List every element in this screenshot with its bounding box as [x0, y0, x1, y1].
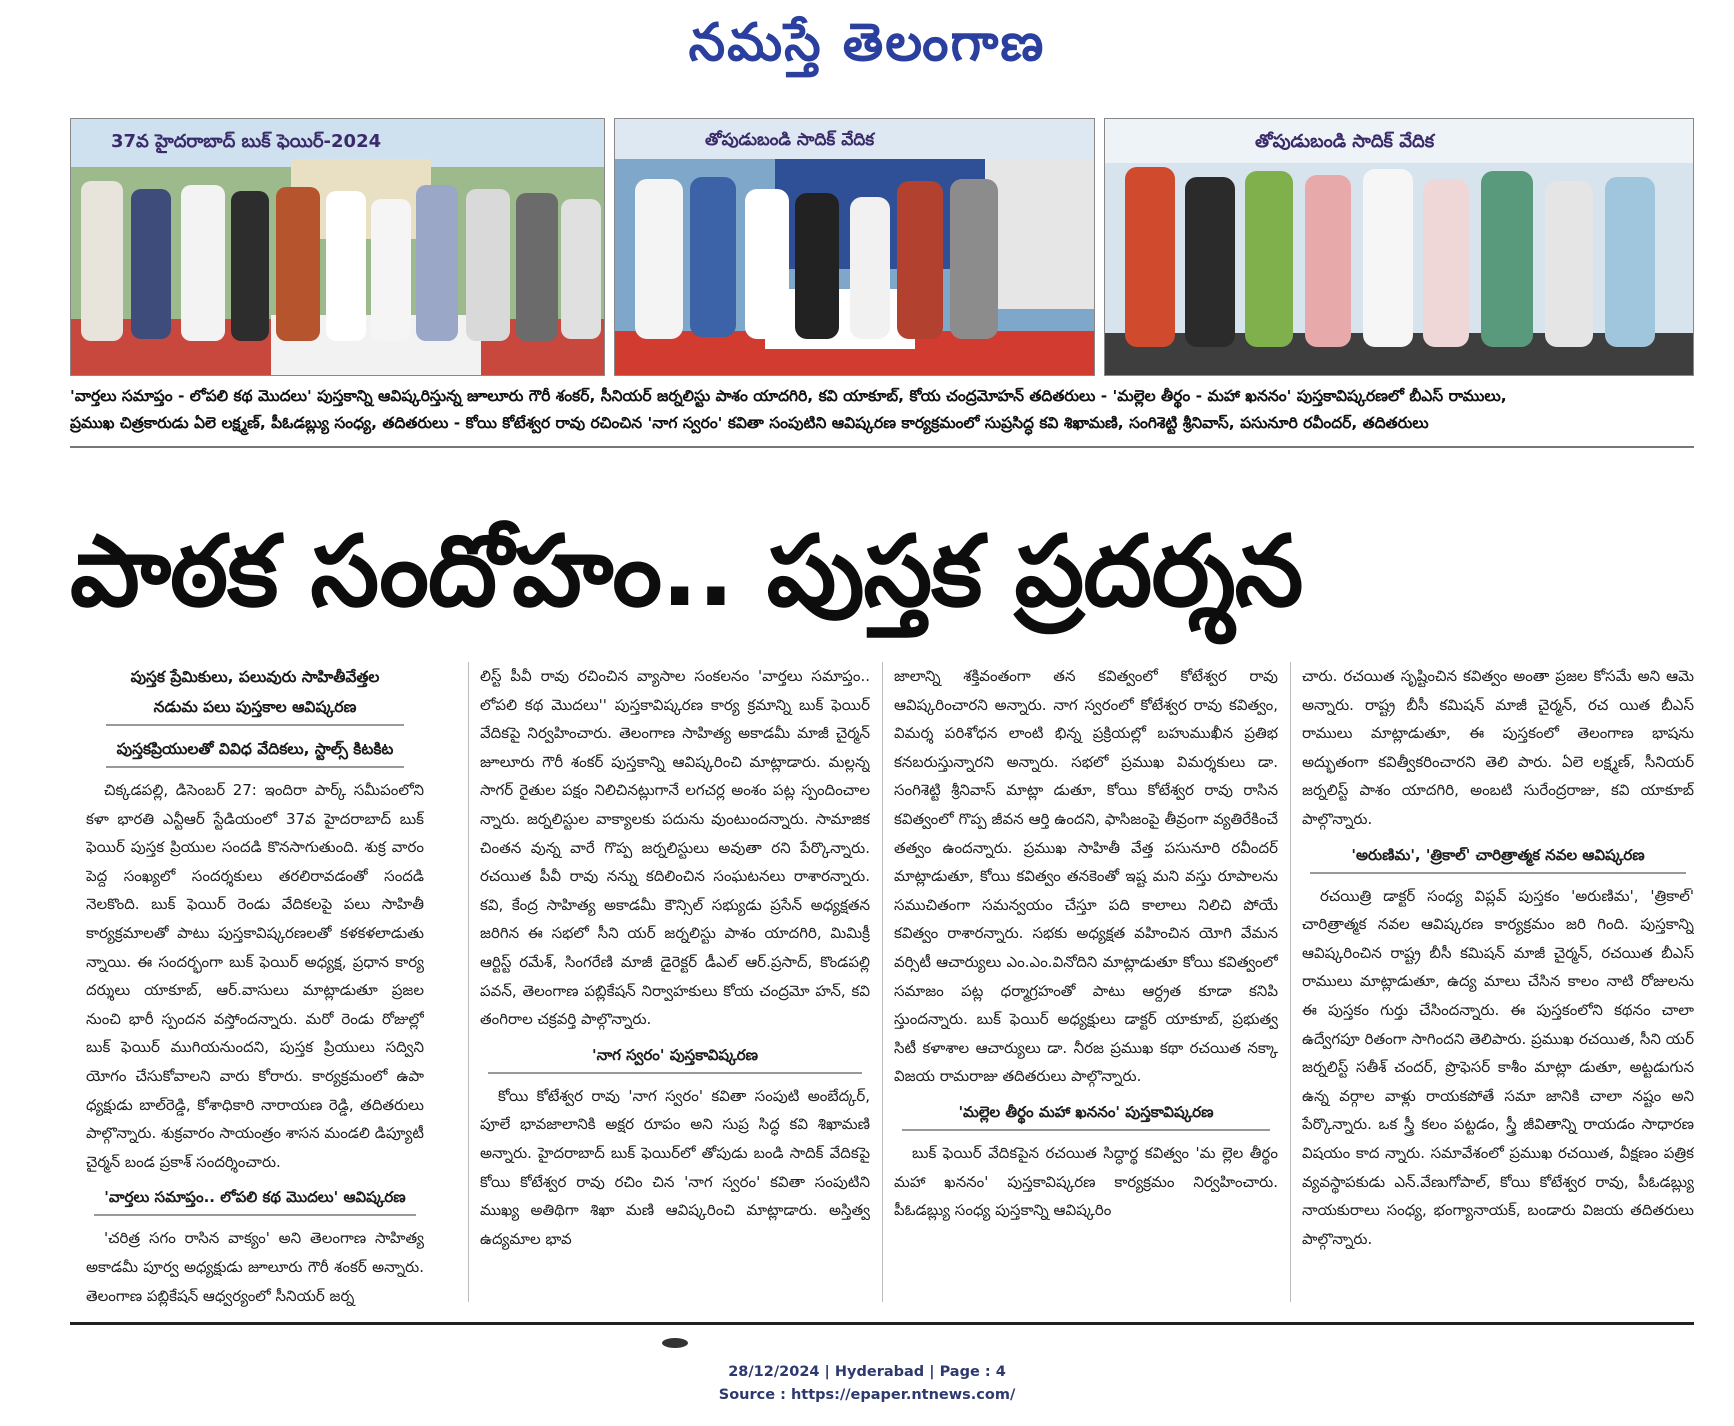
- section-heading: 'మల్లెల తీర్థం మహా ఖననం' పుస్తకావిష్కరణ: [902, 1097, 1270, 1131]
- article-paragraph: లిస్ట్ పీవీ రావు రచించిన వ్యాసాల సంకలనం 'వార్తలు సమాప్తం.. లోపలి కథ మొదలు'' పుస్తకావిష్కరణ కార్య క్రమాన్ని బుక్ ఫెయిర్ వేదికపై నిర్వహించారు. తెలంగాణ సాహిత్య అకాడమీ మాజీ చైర్మన్ జూలూరు గౌరీ శంకర్ పుస్తకాన్ని ఆవిష్కరించి మాట్లాడారు. మల్లన్న సాగర్ రైతుల పక్షం నిలిచినట్లుగానే లగచర్ల అంశం పట్ల స్పందించాల న్నారు. జర్నలిస్టుల వాక్యాలకు పదును వుంటుందన్నారు. సామాజిక చింతన వున్న వారే గొప్ప జర్నలిస్టులు అవుతా రని పేర్కొన్నారు. రచయిత పీవీ రావు నన్ను కదిలించిన సంఘటనలు రాశారన్నారు. కవి, కేంద్ర సాహిత్య అకాడమీ కౌన్సిల్ సభ్యుడు ప్రసేన్ అధ్యక్షతన జరిగిన ఈ సభలో సీని యర్ జర్నలిస్టు పాశం యాదగిరి, మిమిక్రీ ఆర్టిస్ట్ రమేశ్, సింగరేణి మాజీ డైరెక్టర్ డీఎల్ ఆర్.ప్రసాద్, కొండపల్లి పవన్, తెలంగాణ పబ్లికేషన్ నిర్వాహకులు కోయ చంద్రమో హన్, కవి తంగిరాల చక్రవర్తి పాల్గొన్నారు.: [480, 667, 870, 1029]
- column-divider: [468, 662, 469, 1302]
- footer-dateline: 28/12/2024 | Hyderabad | Page : 4: [728, 1364, 1006, 1380]
- section-heading: 'అరుణిమ', 'త్రికాల్' చారిత్రాత్మక నవల ఆవిష్కరణ: [1310, 840, 1686, 874]
- kicker-divider: [106, 766, 404, 768]
- caption-rule: [70, 446, 1694, 448]
- photo-book-launch-2: [614, 118, 1095, 376]
- section-heading: 'నాగ స్వరం' పుస్తకావిష్కరణ: [488, 1040, 862, 1074]
- decorative-dot: [662, 1338, 688, 1348]
- masthead: [0, 8, 1734, 78]
- bottom-rule: [70, 1322, 1694, 1325]
- headline: పాఠక సందోహం.. పుస్తక ప్రదర్శన: [70, 515, 1303, 629]
- photo-banner-1: 37వ హైదరాబాద్ బుక్ ఫెయిర్-2024: [111, 131, 382, 152]
- article-paragraph: రచయిత్రి డాక్టర్ సంధ్య విప్లవ్ పుస్తకం 'అరుణిమ', 'త్రికాల్' చారిత్రాత్మక నవల ఆవిష్కరణ కార్యక్రమం జరి గింది. పుస్తకాన్ని ఆవిష్కరించిన రాష్ట్ర బీసీ కమిషన్ మాజీ చైర్మన్, రచయిత బీఎస్ రాములు మాట్లాడుతూ, ఉద్య మాలు చేసిన కాలం నాటి రోజులను ఈ పుస్తకం గుర్తు చేసిందన్నారు. ఈ పుస్తకంలోని కథనం చాలా ఉద్వేగపూ రితంగా సాగిందని తెలిపారు. ప్రముఖ రచయిత, సీని యర్ జర్నలిస్ట్ సతీశ్ చందర్, ప్రొఫెసర్ కాశీం మాట్లా డుతూ, అట్టడుగున ఉన్న వర్గాల వాళ్లు రాయకపోతే సమా జానికి చాలా నష్టం అని పేర్కొన్నారు. ఒక స్త్రీ కలం పట్టడం, స్త్రీ జీవితాన్ని రాయడం సాధారణ విషయం కాద న్నారు. సమావేశంలో ప్రముఖ రచయిత, వీక్షణం పత్రిక వ్యవస్థాపకుడు ఎన్.వేణుగోపాల్, కోయి కోటేశ్వర రావు, పీఓడబ్ల్యు నాయకురాలు సంధ్య, భంగ్యానాయక్, బండారు విజయ తదితరులు పాల్గొన్నారు.: [1302, 886, 1694, 1248]
- photo-strip: [70, 118, 1694, 376]
- column-4: [1302, 662, 1694, 1255]
- caption-line-2: ప్రముఖ చిత్రకారుడు ఏలె లక్ష్మణ్, పీఓడబ్ల్యు సంధ్య, తదితరులు - కోయి కోటేశ్వర రావు రచించిన 'నాగ స్వరం' కవితా సంపుటిని ఆవిష్కరణ కార్యక్రమంలో సుప్రసిద్ధ కవి శిఖామణి, సంగిశెట్టి శ్రీనివాస్, పసునూరి రవీందర్, తదితరులు: [70, 414, 1429, 432]
- photo-banner-3: తోపుడుబండి సాదిక్ వేదిక: [1255, 131, 1435, 152]
- column-1: [86, 662, 424, 1312]
- column-divider: [1290, 662, 1291, 1302]
- article-paragraph: కోయి కోటేశ్వర రావు 'నాగ స్వరం' కవితా సంపుటి అంబేద్కర్, పూలే భావజాలానికి అక్షర రూపం అని సుప్ర సిద్ధ కవి శిఖామణి అన్నారు. హైదరాబాద్ బుక్ ఫెయిర్‌లో తోపుడు బండి సాదిక్ వేదికపై కోయి కోటేశ్వర రావు రచిం చిన 'నాగ స్వరం' కవితా సంపుటిని ముఖ్య అతిథిగా శిఖా మణి ఆవిష్కరించి మాట్లాడారు. అస్తిత్వ ఉద్యమాల భావ: [480, 1086, 870, 1248]
- column-3: [894, 662, 1278, 1227]
- kicker-2: నడుమ పలు పుస్తకాల ఆవిష్కరణ: [153, 698, 357, 716]
- article-paragraph: జాలాన్ని శక్తివంతంగా తన కవిత్వంలో కోటేశ్వర రావు ఆవిష్కరించారని అన్నారు. నాగ స్వరంలో కోటేశ్వర రావు కవిత్వం, విమర్శ పరిశోధన లాంటి భిన్న ప్రక్రియల్లో బహుముఖీన ప్రతిభ కనబరుస్తున్నారని అన్నారు. సభలో ప్రముఖ విమర్శకులు డా. సంగిశెట్టి శ్రీనివాస్ మాట్లా డుతూ, కోయి కోటేశ్వర రావు రాసిన కవిత్వంలో గొప్ప జీవన ఆర్తి ఉందని, ఫాసిజంపై తీవ్రంగా వ్యతిరేకించే తత్వం ఉందన్నారు. ప్రముఖ సాహితీ వేత్త పసునూరి రవీందర్ మాట్లాడుతూ, కోయి కవిత్వం తనకెంతో ఇష్ట మని వస్తు రూపాలను సముచితంగా సమన్వయం చేస్తూ పది కాలాలు నిలిచి పోయే కవిత్వం రాశారన్నారు. సభకు అధ్యక్షత వహించిన యోగి వేమన వర్సిటీ ఆచార్యులు ఎం.ఎం.వినోదిని మాట్లాడుతూ కోయి కవిత్వంలో సమాజం పట్ల ధర్మాగ్రహంతో పాటు ఆర్ద్రత కూడా కనిపి స్తుందన్నారు. బుక్ ఫెయిర్ అధ్యక్షులు డాక్టర్ యాకూబ్, ప్రభుత్వ సిటీ కళాశాల ఆచార్యులు డా. నీరజ ప్రముఖ కథా రచయిత నక్కా విజయ రామరాజు తదితరులు పాల్గొన్నారు.: [894, 667, 1278, 1086]
- footer-source-link[interactable]: Source : https://epaper.ntnews.com/: [718, 1387, 1016, 1403]
- article-paragraph: 'చరిత్ర సగం రాసిన వాక్యం' అని తెలంగాణ సాహిత్య అకాడమీ పూర్వ అధ్యక్షుడు జూలూరు గౌరీ శంకర్ అన్నారు. తెలంగాణ పబ్లికేషన్ ఆధ్వర్యంలో సీనియర్ జర్న: [86, 1229, 424, 1305]
- kicker-1: పుస్తక ప్రేమికులు, పలువురు సాహితీవేత్తల: [130, 668, 380, 686]
- photo-book-launch-3: [1104, 118, 1694, 376]
- photo-book-launch-1: [70, 118, 605, 376]
- section-heading: 'వార్తలు సమాప్తం.. లోపలి కథ మొదలు' ఆవిష్కరణ: [94, 1182, 416, 1216]
- newspaper-logo: నమస్తే తెలంగాణ: [688, 12, 1046, 73]
- article-paragraph: చిక్కడపల్లి, డిసెంబర్ 27: ఇందిరా పార్క్ సమీపంలోని కళా భారతి ఎన్టీఆర్ స్టేడియంలో 37వ హైదరాబాద్ బుక్ ఫెయిర్ పుస్తక ప్రియుల సందడి కొనసాగుతుంది. శుక్ర వారం పెద్ద సంఖ్యలో సందర్శకులు తరలిరావడంతో సందడి నెలకొంది. బుక్ ఫెయిర్ రెండు వేదికలపై పలు సాహితీ కార్యక్రమాలతో పాటు పుస్తకావిష్కరణలతో కళకళలాడుతు న్నాయి. ఈ సందర్భంగా బుక్ ఫెయిర్ అధ్యక్ష, ప్రధాన కార్య దర్శులు యాకూబ్, ఆర్.వాసులు మాట్లాడుతూ ప్రజల నుంచి భారీ స్పందన వస్తోందన్నారు. మరో రెండు రోజుల్లో బుక్ ఫెయిర్ ముగియనుందని, పుస్తక ప్రియులు సద్విని యోగం చేసుకోవాలని వారు కోరారు. కార్యక్రమంలో ఉపా ధ్యక్షుడు బాల్‌రెడ్డి, కోశాధికారి నారాయణ రెడ్డి, తదితరులు పాల్గొన్నారు. శుక్రవారం సాయంత్రం శాసన మండలి డిప్యూటీ చైర్మన్ బండ ప్రకాశ్ సందర్శించారు.: [86, 781, 424, 1171]
- photo-caption: [70, 383, 1690, 437]
- article-paragraph: చారు. రచయిత సృష్టించిన కవిత్వం అంతా ప్రజల కోసమే అని ఆమె అన్నారు. రాష్ట్ర బీసీ కమిషన్ మాజీ చైర్మన్, రచ యిత బీఎస్ రాములు మాట్లాడుతూ, ఈ పుస్తకంలో తెలంగాణ భాషను అద్భుతంగా కవిత్వీకరించారని తెలి పారు. ఏలె లక్ష్మణ్, సీనియర్ జర్నలిస్ట్ పాశం యాదగిరి, అంబటి సురేంద్రరాజు, కవి యాకూబ్ పాల్గొన్నారు.: [1302, 667, 1694, 828]
- column-divider: [882, 662, 883, 1302]
- kicker-divider: [106, 724, 404, 726]
- article-paragraph: బుక్ ఫెయిర్ వేదికపైన రచయిత సిద్ధార్థ కవిత్వం 'మ ల్లెల తీర్థం మహా ఖననం' పుస్తకావిష్కరణ కార్యక్రమం నిర్వహించారు. పీఓడబ్ల్యు సంధ్య పుస్తకాన్ని ఆవిష్కరిం: [894, 1143, 1278, 1220]
- kicker-3: పుస్తకప్రియులతో వివిధ వేదికలు, స్టాల్స్ కిటకిట: [116, 740, 394, 758]
- photo-banner-2: తోపుడుబండి సాదిక్ వేదిక: [705, 130, 875, 150]
- caption-line-1: 'వార్తలు సమాప్తం - లోపలి కథ మొదలు' పుస్తకాన్ని ఆవిష్కరిస్తున్న జూలూరు గౌరీ శంకర్, సీనియర్ జర్నలిస్టు పాశం యాదగిరి, కవి యాకూబ్, కోయ చంద్రమోహన్ తదితరులు - 'మల్లెల తీర్థం - మహా ఖననం' పుస్తకావిష్కరణలో బీఎస్ రాములు,: [70, 387, 1507, 405]
- column-2: [480, 662, 870, 1255]
